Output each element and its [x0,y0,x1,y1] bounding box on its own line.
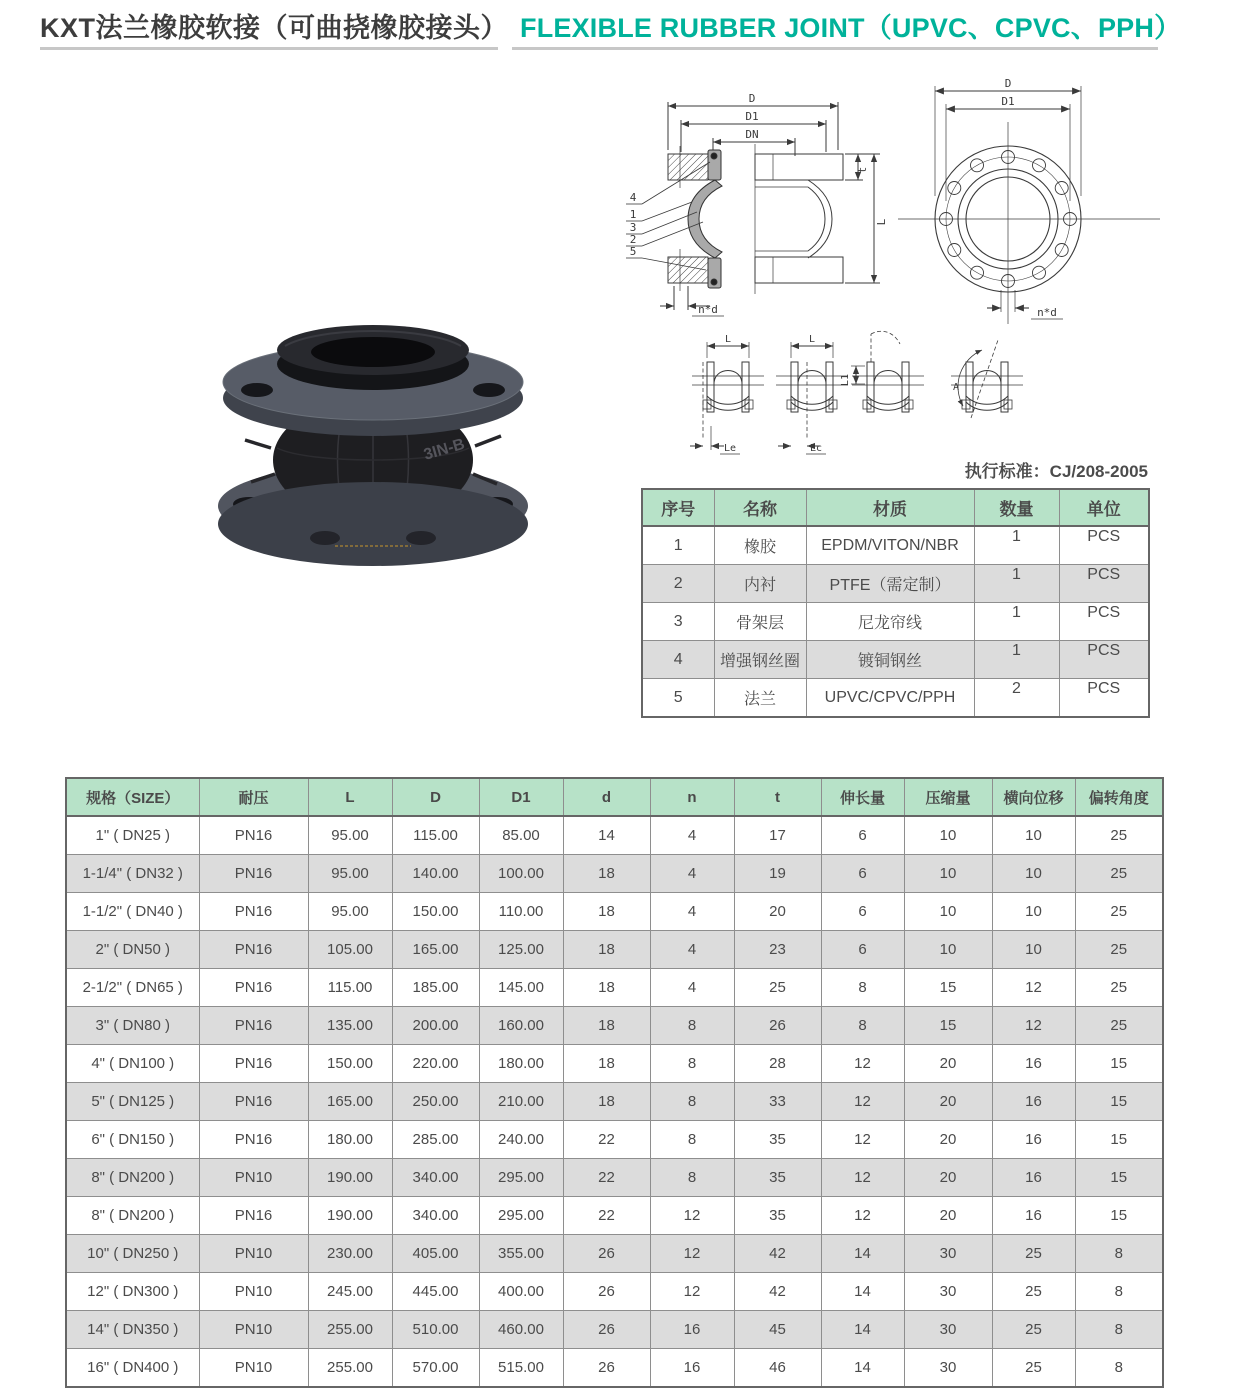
table-cell: 20 [904,1045,992,1083]
dim-label-le: Le [723,443,737,454]
table-row [66,1235,1163,1273]
table-cell: 515.00 [479,1349,563,1388]
table-cell: PN16 [199,1083,308,1121]
table-cell: 160.00 [479,1007,563,1045]
table-cell: 2 [974,679,1059,718]
table-cell: 3" ( DN80 ) [66,1007,199,1045]
table-cell: 15 [1075,1045,1163,1083]
table-cell: 105.00 [308,931,392,969]
table-cell: PN16 [199,969,308,1007]
table-cell: 22 [563,1121,650,1159]
table-cell: 30 [904,1311,992,1349]
table-cell: 46 [734,1349,821,1388]
table-cell: 25 [1075,931,1163,969]
dim-label-l: L [808,334,816,345]
table-cell: 1 [974,526,1059,565]
table-cell: 165.00 [392,931,479,969]
table-cell: 20 [904,1121,992,1159]
product-photo [205,298,535,568]
table-cell: 20 [734,893,821,931]
column-header: 横向位移 [992,778,1075,816]
table-cell: 20 [904,1197,992,1235]
dim-label-d1: D1 [1001,95,1015,108]
table-cell: PN10 [199,1159,308,1197]
table-cell: 5 [642,679,714,718]
table-cell: 14 [821,1273,904,1311]
table-cell: 255.00 [308,1349,392,1388]
table-cell: 25 [992,1311,1075,1349]
table-cell: 510.00 [392,1311,479,1349]
table-cell: 12 [821,1159,904,1197]
table-cell: 14" ( DN350 ) [66,1311,199,1349]
table-cell: 45 [734,1311,821,1349]
table-row [642,565,1149,603]
table-cell: 12" ( DN300 ) [66,1273,199,1311]
table-cell: 8 [1075,1311,1163,1349]
column-header: 序号 [642,489,714,526]
table-cell: PCS [1059,526,1149,565]
deformation-figures [680,328,1040,460]
column-header: n [650,778,734,816]
table-cell: 4 [650,855,734,893]
table-cell: 5" ( DN125 ) [66,1083,199,1121]
table-cell: 16 [992,1121,1075,1159]
table-cell: 2-1/2" ( DN65 ) [66,969,199,1007]
table-cell: 285.00 [392,1121,479,1159]
table-cell: 15 [904,969,992,1007]
table-cell: 255.00 [308,1311,392,1349]
table-cell: 140.00 [392,855,479,893]
table-cell: PCS [1059,641,1149,679]
page-title-en: FLEXIBLE RUBBER JOINT（UPVC、CPVC、PPH） [520,13,1182,43]
table-cell: 570.00 [392,1349,479,1388]
table-cell: PN16 [199,816,308,855]
table-cell: 4 [642,641,714,679]
table-cell: 12 [821,1083,904,1121]
table-cell: 内衬 [714,565,806,603]
table-row [66,969,1163,1007]
table-cell: 25 [1075,969,1163,1007]
dim-label-l: L [875,218,888,226]
table-cell: 115.00 [392,816,479,855]
table-cell: 20 [904,1159,992,1197]
table-cell: 4" ( DN100 ) [66,1045,199,1083]
table-cell: 2" ( DN50 ) [66,931,199,969]
table-row [66,1007,1163,1045]
table-cell: 4 [650,931,734,969]
table-cell: 180.00 [479,1045,563,1083]
table-cell: 42 [734,1235,821,1273]
table-cell: 16 [650,1311,734,1349]
table-cell: 190.00 [308,1197,392,1235]
table-row [66,1349,1163,1388]
table-cell: 10 [992,931,1075,969]
table-cell: 15 [1075,1121,1163,1159]
table-cell: 18 [563,969,650,1007]
table-cell: 26 [563,1273,650,1311]
table-cell: 8 [650,1083,734,1121]
table-cell: 26 [734,1007,821,1045]
parts-table-header-row [642,489,1149,526]
table-cell: 85.00 [479,816,563,855]
table-cell: 10 [992,893,1075,931]
table-cell: 145.00 [479,969,563,1007]
table-cell: 35 [734,1159,821,1197]
table-cell: 8 [650,1121,734,1159]
table-cell: 25 [1075,855,1163,893]
table-cell: 4 [650,893,734,931]
table-cell: 25 [734,969,821,1007]
table-cell: 28 [734,1045,821,1083]
part-number-4: 4 [629,191,637,204]
table-cell: 30 [904,1235,992,1273]
column-header: L [308,778,392,816]
table-cell: 26 [563,1311,650,1349]
parts-table [641,488,1150,718]
part-number-2: 2 [629,233,637,246]
table-cell: 135.00 [308,1007,392,1045]
table-row [66,1311,1163,1349]
table-row [642,641,1149,679]
table-row [66,1197,1163,1235]
table-cell: 10 [992,855,1075,893]
column-header: 材质 [806,489,974,526]
table-cell: 1-1/4" ( DN32 ) [66,855,199,893]
table-cell: 18 [563,1083,650,1121]
table-cell: 15 [1075,1083,1163,1121]
table-cell: 10 [904,816,992,855]
table-cell: 14 [821,1349,904,1388]
dim-label-nd: n*d [698,303,718,316]
table-cell: 1" ( DN25 ) [66,816,199,855]
dim-label-nd: n*d [1037,306,1057,319]
table-cell: 95.00 [308,893,392,931]
table-cell: 250.00 [392,1083,479,1121]
table-cell: 25 [992,1349,1075,1388]
table-cell: 6 [821,855,904,893]
table-cell: 12 [650,1273,734,1311]
column-header: 偏转角度 [1075,778,1163,816]
table-cell: 185.00 [392,969,479,1007]
table-cell: 1 [974,565,1059,603]
table-cell: 6 [821,816,904,855]
dim-label-a: A [952,382,960,393]
table-cell: 镀铜钢丝 [806,641,974,679]
rubber-marking: 3IN-B [421,435,467,464]
table-cell: 3 [642,603,714,641]
table-cell: 460.00 [479,1311,563,1349]
table-cell: PN10 [199,1311,308,1349]
table-cell: 8 [650,1007,734,1045]
table-cell: 25 [1075,816,1163,855]
table-cell: 220.00 [392,1045,479,1083]
table-cell: 14 [821,1311,904,1349]
table-cell: 33 [734,1083,821,1121]
table-row [66,1045,1163,1083]
dim-label-d: D [748,92,756,105]
dim-label-t: t [856,166,869,174]
flange-face-drawing [898,76,1160,328]
table-cell: 42 [734,1273,821,1311]
table-cell: 35 [734,1121,821,1159]
table-cell: PTFE（需定制） [806,565,974,603]
table-cell: 405.00 [392,1235,479,1273]
table-cell: 2 [642,565,714,603]
table-row [66,816,1163,855]
table-row [66,1273,1163,1311]
table-cell: 340.00 [392,1197,479,1235]
table-cell: 150.00 [308,1045,392,1083]
table-cell: 30 [904,1273,992,1311]
table-cell: 15 [1075,1159,1163,1197]
table-cell: PN16 [199,893,308,931]
table-cell: 22 [563,1197,650,1235]
table-cell: 180.00 [308,1121,392,1159]
table-row [66,1083,1163,1121]
column-header: 单位 [1059,489,1149,526]
table-cell: PCS [1059,679,1149,718]
table-cell: 12 [992,1007,1075,1045]
table-cell: 10" ( DN250 ) [66,1235,199,1273]
table-row [66,1159,1163,1197]
table-cell: PN10 [199,1235,308,1273]
part-number-3: 3 [629,221,637,234]
table-cell: 8 [1075,1273,1163,1311]
table-cell: 14 [821,1235,904,1273]
table-cell: 10 [992,816,1075,855]
dim-label-dn: DN [745,128,759,141]
table-cell: 12 [650,1235,734,1273]
table-cell: 18 [563,893,650,931]
table-cell: PN10 [199,1273,308,1311]
table-cell: 25 [992,1273,1075,1311]
page-title-zh: KXT法兰橡胶软接（可曲挠橡胶接头） [40,13,508,43]
table-cell: 115.00 [308,969,392,1007]
table-cell: 8" ( DN200 ) [66,1197,199,1235]
table-cell: PN16 [199,1121,308,1159]
table-row [642,679,1149,718]
column-header: 规格（SIZE） [66,778,199,816]
table-cell: PN16 [199,1197,308,1235]
table-cell: 4 [650,969,734,1007]
column-header: t [734,778,821,816]
column-header: D [392,778,479,816]
table-cell: 25 [1075,893,1163,931]
part-number-5: 5 [629,245,637,258]
table-row [642,603,1149,641]
table-cell: 23 [734,931,821,969]
table-cell: 6 [821,931,904,969]
table-cell: 1-1/2" ( DN40 ) [66,893,199,931]
spec-table-header-row [66,778,1163,816]
table-cell: 18 [563,1007,650,1045]
table-cell: 245.00 [308,1273,392,1311]
cross-section-drawing [618,76,930,328]
table-cell: 230.00 [308,1235,392,1273]
table-cell: EPDM/VITON/NBR [806,526,974,565]
table-row [66,893,1163,931]
column-header: 伸长量 [821,778,904,816]
table-cell: 22 [563,1159,650,1197]
table-cell: 10 [904,893,992,931]
table-cell: 16 [992,1159,1075,1197]
table-cell: 17 [734,816,821,855]
table-cell: 19 [734,855,821,893]
table-cell: 25 [1075,1007,1163,1045]
bottom-flange-rim [218,482,528,566]
dim-label-l1: L1 [840,373,851,387]
table-cell: 6" ( DN150 ) [66,1121,199,1159]
table-cell: 340.00 [392,1159,479,1197]
table-cell: 10 [904,931,992,969]
table-cell: 100.00 [479,855,563,893]
table-cell: 125.00 [479,931,563,969]
table-row [66,855,1163,893]
table-cell: 26 [563,1349,650,1388]
table-cell: 尼龙帘线 [806,603,974,641]
table-cell: 8 [1075,1235,1163,1273]
table-cell: 增强钢丝圈 [714,641,806,679]
column-header: 名称 [714,489,806,526]
table-cell: 25 [992,1235,1075,1273]
table-cell: 12 [821,1121,904,1159]
standard-note: 执行标准：CJ/208-2005 [964,462,1148,481]
table-cell: 240.00 [479,1121,563,1159]
table-cell: 12 [992,969,1075,1007]
table-cell: 15 [904,1007,992,1045]
table-cell: 8 [650,1045,734,1083]
table-cell: 12 [821,1045,904,1083]
table-cell: 骨架层 [714,603,806,641]
table-cell: 1 [642,526,714,565]
table-cell: 18 [563,931,650,969]
table-cell: PN10 [199,1349,308,1388]
table-cell: 200.00 [392,1007,479,1045]
table-cell: 16" ( DN400 ) [66,1349,199,1388]
table-cell: 8 [821,1007,904,1045]
table-cell: 150.00 [392,893,479,931]
table-cell: 1 [974,641,1059,679]
table-cell: 14 [563,816,650,855]
table-cell: PN16 [199,1007,308,1045]
dim-label-d: D [1004,77,1012,90]
table-cell: PCS [1059,565,1149,603]
table-cell: 16 [992,1083,1075,1121]
table-cell: 法兰 [714,679,806,718]
title-underline-en [512,47,1158,50]
table-cell: 8 [821,969,904,1007]
table-cell: 8 [1075,1349,1163,1388]
table-cell: 1 [974,603,1059,641]
table-cell: 6 [821,893,904,931]
table-cell: 20 [904,1083,992,1121]
top-neck [277,325,469,390]
table-cell: 18 [563,855,650,893]
table-cell: 190.00 [308,1159,392,1197]
part-number-1: 1 [629,208,637,221]
table-cell: 355.00 [479,1235,563,1273]
table-cell: 400.00 [479,1273,563,1311]
column-header: d [563,778,650,816]
table-row [66,931,1163,969]
table-cell: 110.00 [479,893,563,931]
table-cell: PCS [1059,603,1149,641]
table-cell: 165.00 [308,1083,392,1121]
table-cell: 26 [563,1235,650,1273]
table-cell: 8 [650,1159,734,1197]
title-underline-zh [40,47,498,50]
table-cell: PN16 [199,1045,308,1083]
spec-table [65,777,1164,1388]
table-row [642,526,1149,565]
dim-label-d1: D1 [745,110,759,123]
table-cell: 16 [992,1197,1075,1235]
table-cell: PN16 [199,931,308,969]
dim-label-lc: Lc [809,443,823,454]
table-cell: 295.00 [479,1197,563,1235]
column-header: D1 [479,778,563,816]
table-cell: 16 [650,1349,734,1388]
dim-label-l: L [724,334,732,345]
table-cell: 30 [904,1349,992,1388]
table-cell: 210.00 [479,1083,563,1121]
table-cell: 15 [1075,1197,1163,1235]
page-header [40,6,1200,45]
table-cell: 12 [650,1197,734,1235]
column-header: 数量 [974,489,1059,526]
table-cell: 18 [563,1045,650,1083]
table-cell: 橡胶 [714,526,806,565]
table-cell: 95.00 [308,816,392,855]
table-cell: 12 [821,1197,904,1235]
table-cell: 295.00 [479,1159,563,1197]
table-row [66,1121,1163,1159]
table-cell: 445.00 [392,1273,479,1311]
table-cell: 8" ( DN200 ) [66,1159,199,1197]
table-cell: 16 [992,1045,1075,1083]
table-cell: 35 [734,1197,821,1235]
column-header: 压缩量 [904,778,992,816]
table-cell: 4 [650,816,734,855]
table-cell: PN16 [199,855,308,893]
column-header: 耐压 [199,778,308,816]
table-cell: 10 [904,855,992,893]
table-cell: UPVC/CPVC/PPH [806,679,974,718]
table-cell: 95.00 [308,855,392,893]
